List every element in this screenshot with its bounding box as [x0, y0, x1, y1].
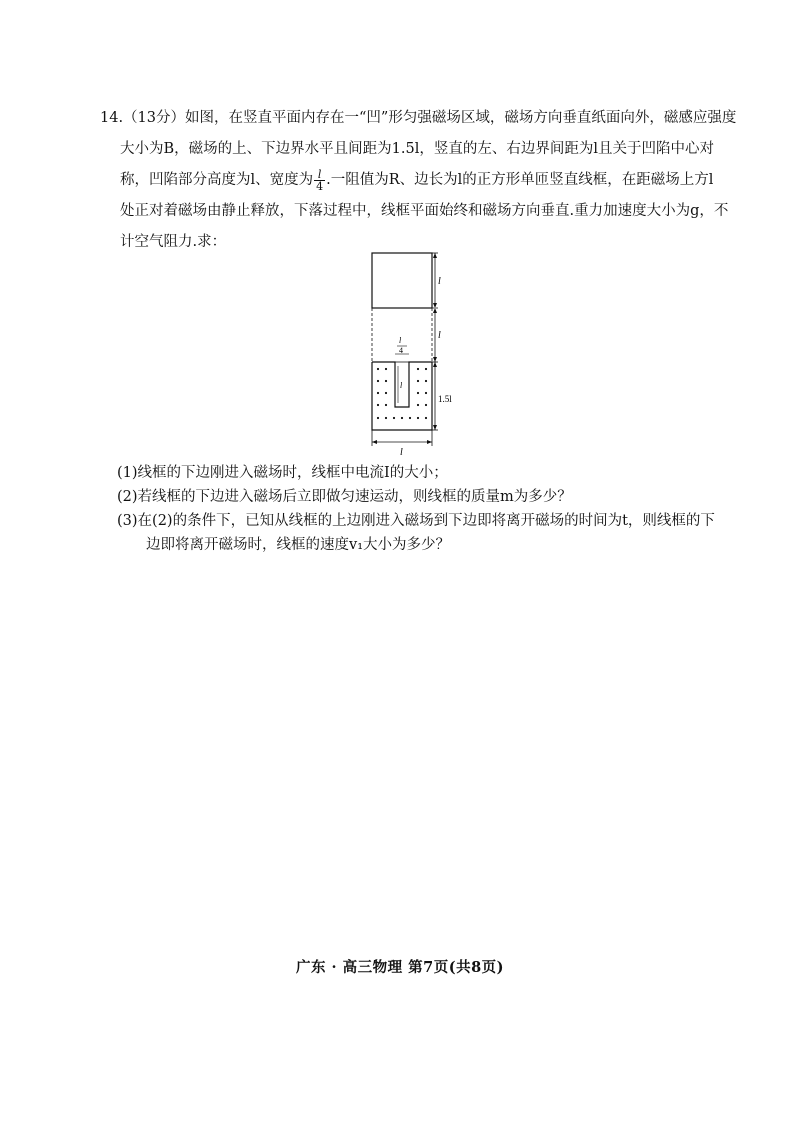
arrow-2-bottom	[433, 357, 437, 362]
problem-14	[100, 103, 737, 258]
page-footer: 广东 · 高三物理 第7页(共8页)	[295, 959, 505, 976]
label-notch-height: l	[400, 381, 403, 390]
fraction-l-over-4	[314, 169, 325, 192]
problem-line-4: 处正对着磁场由静止释放，下落过程中，线框平面始终和磁场方向垂直.重力加速度大小为g，不	[120, 203, 729, 219]
field-region	[372, 362, 432, 430]
label-1-5l: 1.5l	[438, 394, 452, 404]
sub-questions	[117, 461, 717, 557]
problem-line-3-b: .一阻值为R、边长为l的正方形单匝竖直线框，在距磁场上方l	[326, 172, 714, 188]
arrow-3-top	[433, 362, 437, 367]
question-3-continued: 边即将离开磁场时，线框的速度v₁大小为多少？	[146, 537, 451, 553]
label-l-bottom: l	[400, 447, 403, 458]
fraction-denominator: 4	[316, 179, 324, 193]
arrow-1-top	[433, 253, 437, 258]
problem-line-3-a: 称，凹陷部分高度为l、宽度为	[120, 172, 314, 188]
label-l-top: l	[438, 276, 441, 287]
problem-line-1: 14.（13分）如图，在竖直平面内存在一“凹”形匀强磁场区域，磁场方向垂直纸面向外，磁感应强度	[100, 110, 737, 126]
arrow-3-bottom	[433, 425, 437, 430]
field-dots	[377, 368, 427, 419]
label-notch-num: l	[399, 336, 402, 345]
problem-line-2: 大小为B，磁场的上、下边界水平且间距为1.5l，竖直的左、右边界间距为l且关于凹陷中心对	[120, 141, 714, 157]
arrow-bottom-right	[427, 440, 432, 444]
label-l-mid: l	[438, 330, 441, 341]
magnetic-field-diagram	[350, 250, 470, 460]
fraction-numerator: l	[314, 169, 325, 181]
square-coil	[372, 253, 432, 308]
question-1: (1)线框的下边刚进入磁场时，线框中电流I的大小；	[117, 465, 448, 481]
question-3: (3)在(2)的条件下，已知从线框的上边刚进入磁场到下边即将离开磁场的时间为t，则线框的下	[117, 513, 715, 529]
problem-line-5: 计空气阻力.求：	[120, 234, 227, 250]
arrow-1-bottom	[433, 303, 437, 308]
arrow-bottom-left	[372, 440, 377, 444]
question-2: (2)若线框的下边进入磁场后立即做匀速运动，则线框的质量m为多少？	[117, 489, 572, 505]
arrow-2-top	[433, 308, 437, 313]
label-notch-den: 4	[399, 346, 403, 355]
problem-line-3	[100, 165, 714, 196]
